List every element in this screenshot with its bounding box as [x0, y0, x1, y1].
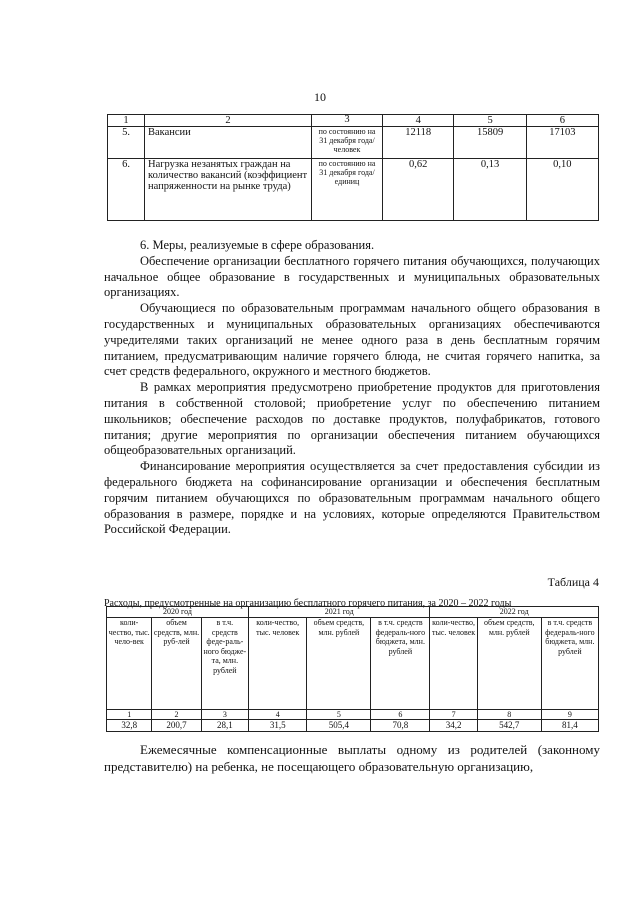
column-header: коли-чество, тыс. чело-век [107, 618, 152, 710]
column-header: в т.ч. средств феде-раль-ного бюдже-та, млн. рублей [201, 618, 248, 710]
value-cell: 70,8 [371, 720, 430, 732]
value-cell: 17103 [526, 127, 598, 159]
unit-cell: по состоянию на 31 декабря года/ единиц [312, 159, 383, 221]
column-header: объем средств, млн. руб-лей [152, 618, 201, 710]
index-cell: 8 [477, 710, 541, 720]
table-row [108, 127, 599, 159]
meals-expenses-table [106, 606, 599, 732]
paragraph: Финансирование мероприятия осуществляется за счет предоставления субсидии из федерального бюджета на софинансирование организации и обеспечения бесплатным горячим питанием обучающихся по образовательным программам начального общего образования в размере, порядке и на условиях, которые определяются Правительством Российской Федерации. [104, 459, 600, 537]
indicator-name: Вакансии [145, 127, 312, 159]
section-6-text [104, 238, 600, 538]
index-cell: 5 [307, 710, 371, 720]
row-number: 6. [108, 159, 145, 221]
value-cell: 28,1 [201, 720, 248, 732]
labor-market-table [107, 114, 599, 221]
paragraph: В рамках мероприятия предусмотрено приобретение продуктов для приготовления питания в собственной столовой; приобретение услуг по обеспечению питанием школьников; обеспечение расходов по доставке продуктов, полуфабрикатов, готового питания; другие мероприятия по организации обеспечения питанием обучающихся общеобразовательных организаций. [104, 380, 600, 458]
indicator-name: Нагрузка незанятых граждан на количество вакансий (коэффициент напряженности на рынке труда) [145, 159, 312, 221]
value-cell: 15809 [454, 127, 526, 159]
header-cell: 2 [145, 115, 312, 127]
table-row [108, 159, 599, 221]
year-header: 2022 год [430, 607, 599, 618]
value-cell: 12118 [383, 127, 454, 159]
year-header-row [107, 607, 599, 618]
value-cell: 31,5 [249, 720, 307, 732]
column-header: объем средств, млн. рублей [307, 618, 371, 710]
value-cell: 0,13 [454, 159, 526, 221]
paragraph: Обучающиеся по образовательным программам начального общего образования в государственных и муниципальных образовательных организациях обеспечиваются учредителями таких организаций не менее одного раза в день бесплатным горячим питанием, предусматривающим наличие горячего блюда, не считая горячего напитка, за счет средств федерального, окружного и местного бюджетов. [104, 301, 600, 379]
header-cell: 3 [312, 115, 383, 127]
year-header: 2020 год [107, 607, 249, 618]
value-cell: 81,4 [541, 720, 598, 732]
column-header: в т.ч. средств федераль-ного бюджета, млн. рублей [541, 618, 598, 710]
value-cell: 34,2 [430, 720, 477, 732]
index-cell: 6 [371, 710, 430, 720]
column-header: объем средств, млн. рублей [477, 618, 541, 710]
section-heading: 6. Меры, реализуемые в сфере образования. [140, 238, 375, 252]
column-header-row [107, 618, 599, 710]
value-cell: 505,4 [307, 720, 371, 732]
value-cell: 0,10 [526, 159, 598, 221]
header-cell: 5 [454, 115, 526, 127]
index-cell: 9 [541, 710, 598, 720]
header-cell: 6 [526, 115, 598, 127]
index-cell: 7 [430, 710, 477, 720]
value-cell: 200,7 [152, 720, 201, 732]
bottom-text [104, 742, 600, 775]
table-caption: Расходы, предусмотренные на организацию бесплатного горячего питания, за 2020 – 2022 годы [104, 598, 512, 609]
column-header: в т.ч. средств федераль-ного бюджета, млн. рублей [371, 618, 430, 710]
index-cell: 4 [249, 710, 307, 720]
table-header-row [108, 115, 599, 127]
header-cell: 1 [108, 115, 145, 127]
column-header: коли-чество, тыс. человек [249, 618, 307, 710]
value-cell: 0,62 [383, 159, 454, 221]
paragraph: Ежемесячные компенсационные выплаты одному из родителей (законному представителю) на ребенка, не посещающего образовательную организацию, [104, 742, 600, 774]
index-cell: 3 [201, 710, 248, 720]
value-cell: 542,7 [477, 720, 541, 732]
header-cell: 4 [383, 115, 454, 127]
year-header: 2021 год [249, 607, 430, 618]
index-cell: 2 [152, 710, 201, 720]
unit-cell: по состоянию на 31 декабря года/ человек [312, 127, 383, 159]
paragraph: Обеспечение организации бесплатного горячего питания обучающихся, получающих начальное общее образование в государственных и муниципальных образовательных организациях. [104, 253, 600, 300]
value-cell: 32,8 [107, 720, 152, 732]
table-label: Таблица 4 [547, 575, 599, 589]
index-cell: 1 [107, 710, 152, 720]
row-number: 5. [108, 127, 145, 159]
values-row [107, 720, 599, 732]
page-number: 10 [314, 90, 326, 104]
index-row [107, 710, 599, 720]
column-header: коли-чество, тыс. человек [430, 618, 477, 710]
